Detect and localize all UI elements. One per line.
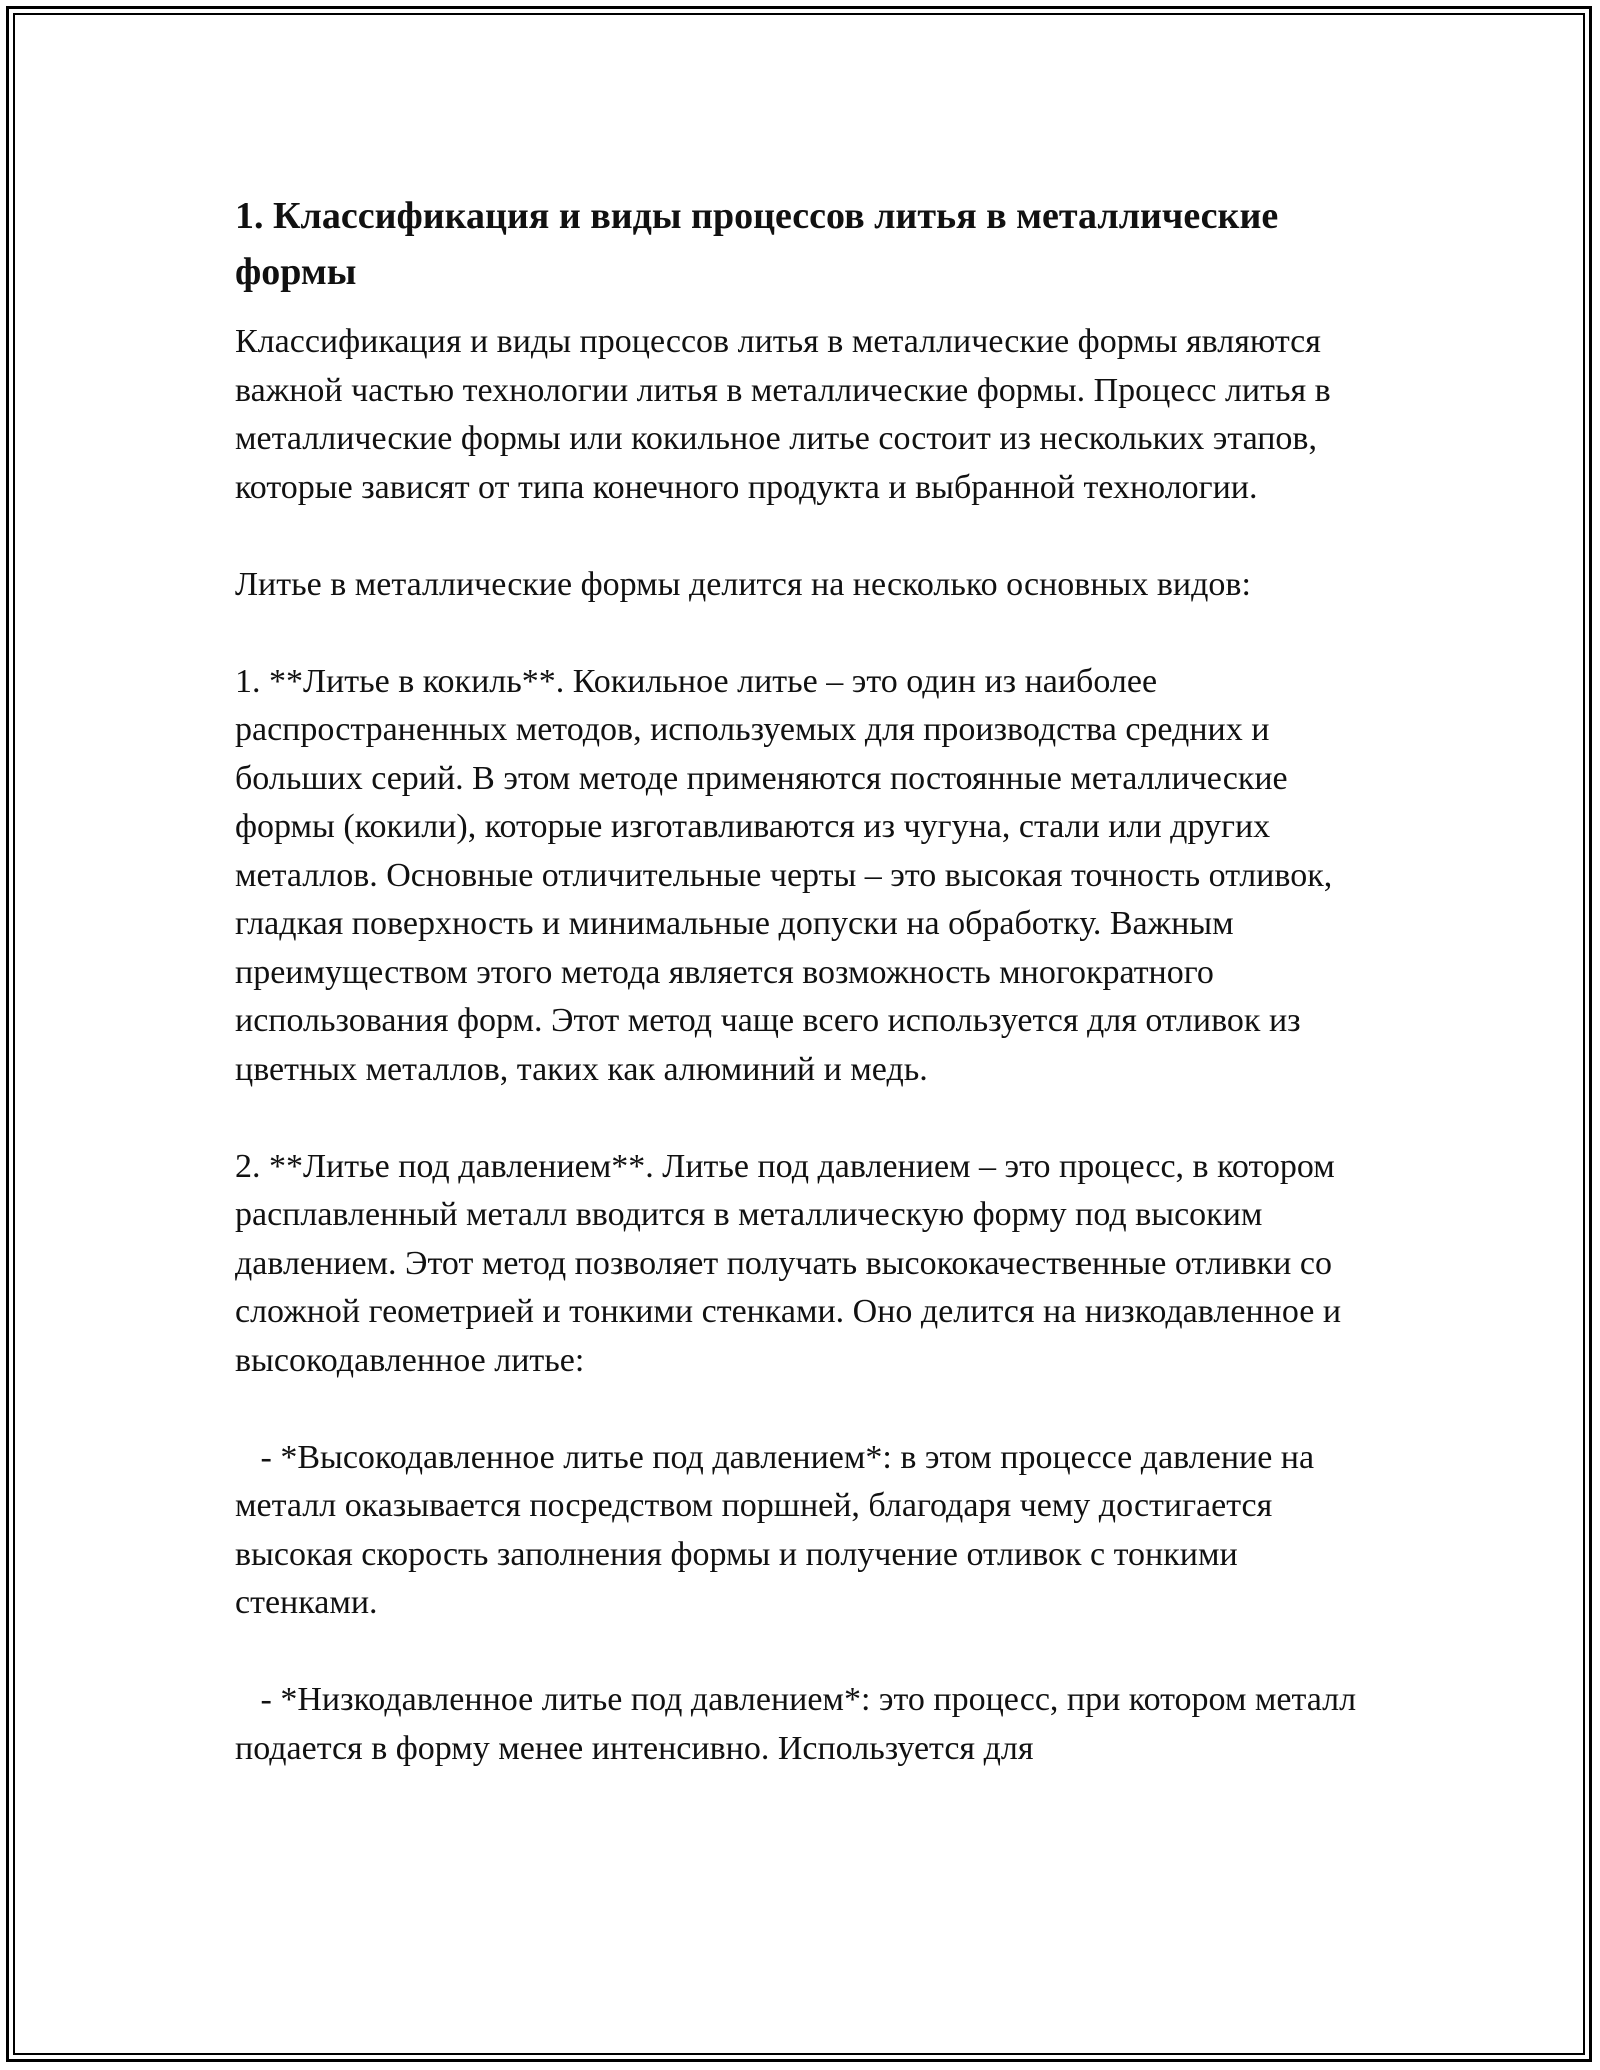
- document-heading: 1. Классификация и виды процессов литья в металлические формы: [235, 195, 1279, 293]
- paragraph-gap: [235, 1385, 1365, 1434]
- sub-item-high-pressure: - *Высокодавленное литье под давлением*: в этом процессе давление на металл оказывается посредством поршней, благодаря чему достигается высокая скорость заполнения формы и получение отливок с тонкими стенками.: [235, 1438, 1323, 1621]
- paragraph-gap: [235, 1094, 1365, 1143]
- sub-item-low-pressure: - *Низкодавленное литье под давлением*: это процесс, при котором металл подается в форму менее интенсивно. Используется для: [235, 1681, 1365, 1767]
- paragraph-gap: [235, 1628, 1365, 1677]
- paragraph-gap: [235, 609, 1365, 658]
- list-item-chill-casting: 1. **Литье в кокиль**. Кокильное литье – это один из наиболее распространенных методов, используемых для производства средних и больших серий. В этом методе применяются постоянные металлические формы (кокили), которые изготавливаются из чугуна, стали или других металлов. Основные отличительные черты – это высокая точность отливок, гладкая поверхность и минимальные допуски на обработку. Важным преимуществом этого метода является возможность многократного использования форм. Этот метод чаще всего используется для отливок из цветных металлов, таких как алюминий и медь.: [235, 662, 1341, 1088]
- paragraph-gap: [235, 512, 1365, 561]
- list-item-pressure-casting: 2. **Литье под давлением**. Литье под давлением – это процесс, в котором расплавленный металл вводится в металлическую форму под высоким давлением. Этот метод позволяет получать высококачественные отливки со сложной геометрией и тонкими стенками. Оно делится на низкодавленное и высокодавленное литье:: [235, 1147, 1350, 1379]
- paragraph-intro: Классификация и виды процессов литья в металлические формы являются важной частью технологии литья в металлические формы. Процесс литья в металлические формы или кокильное литье состоит из нескольких этапов, которые зависят от типа конечного продукта и выбранной технологии.: [235, 323, 1340, 506]
- document-page: [235, 188, 1365, 1773]
- paragraph-types-intro: Литье в металлические формы делится на несколько основных видов:: [235, 565, 1251, 603]
